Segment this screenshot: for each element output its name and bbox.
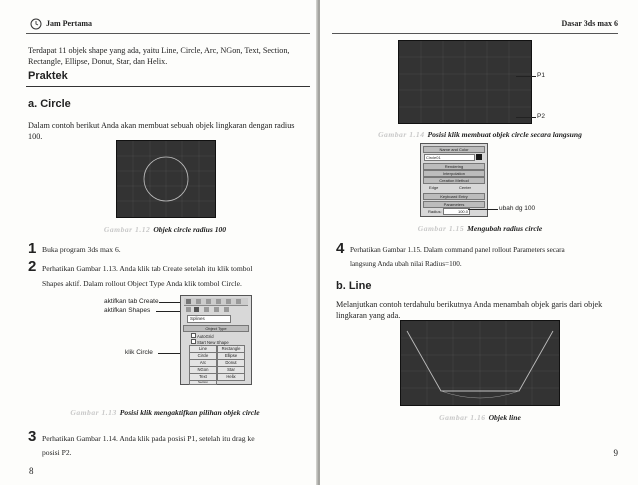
callout-label: aktifkan Shapes bbox=[104, 307, 151, 314]
figure-caption: Gambar 1.12 Objek circle radius 100 bbox=[103, 225, 227, 234]
figure-caption: Gambar 1.14 Posisi klik membuat objek circle secara langsung bbox=[378, 130, 582, 139]
command-panel bbox=[180, 295, 252, 385]
lights-icon[interactable] bbox=[204, 307, 209, 312]
color-swatch[interactable] bbox=[476, 154, 482, 160]
figure-caption: Gambar 1.16 Objek line bbox=[439, 413, 521, 422]
motion-tab-icon[interactable] bbox=[216, 299, 221, 304]
keyboard-entry-rollout[interactable]: Keyboard Entry bbox=[423, 193, 485, 200]
text-button[interactable]: Text bbox=[189, 373, 217, 381]
header-rule bbox=[26, 33, 310, 34]
step-text: Perhatikan Gambar 1.15. Dalam command panel rollout Parameters secara bbox=[350, 246, 565, 254]
create-tab-icon[interactable] bbox=[186, 299, 191, 304]
toolbar-tabs bbox=[184, 298, 248, 306]
arc-button[interactable]: Arc bbox=[189, 359, 217, 367]
page-number: 8 bbox=[29, 466, 34, 476]
callout-line bbox=[159, 302, 181, 303]
step-number: 4 bbox=[336, 240, 345, 257]
section-rule bbox=[26, 86, 310, 87]
step-text: Perhatikan Gambar 1.13. Anda klik tab Create setelah itu klik tombol bbox=[42, 264, 253, 273]
parameters-panel bbox=[420, 143, 488, 217]
radius-spinner[interactable]: 100.0 bbox=[443, 208, 470, 215]
step-text: langsung Anda ubah nilai Radius=100. bbox=[350, 260, 462, 268]
figure-caption: Gambar 1.15 Mengubah radius circle bbox=[417, 224, 543, 233]
drag-viewport bbox=[398, 40, 532, 124]
creation-method-rollout[interactable]: Creation Method bbox=[423, 177, 485, 184]
chapter-header: Dasar 3ds max 6 bbox=[561, 19, 618, 28]
cameras-icon[interactable] bbox=[214, 307, 219, 312]
shapes-icon[interactable] bbox=[194, 307, 199, 312]
helix-button[interactable]: Helix bbox=[217, 373, 245, 381]
circle-button[interactable]: Circle bbox=[189, 352, 217, 360]
center-radio[interactable]: Center bbox=[459, 185, 472, 190]
step-text: Buka program 3ds max 6. bbox=[42, 245, 121, 254]
callout-line bbox=[516, 117, 536, 118]
splines-dropdown[interactable]: Splines bbox=[187, 315, 231, 323]
figure-caption: Gambar 1.13 Posisi klik mengaktifkan pilihan objek circle bbox=[70, 408, 260, 417]
display-tab-icon[interactable] bbox=[226, 299, 231, 304]
left-page bbox=[0, 0, 318, 485]
object-type-rollout[interactable]: Object Type bbox=[183, 325, 249, 332]
parameters-rollout[interactable]: Parameters bbox=[423, 201, 485, 208]
geometry-icon[interactable] bbox=[186, 307, 191, 312]
callout-label: ubah dg 100 bbox=[499, 205, 536, 212]
step-text: posisi P2. bbox=[42, 448, 72, 457]
subsection-title: a. Circle bbox=[28, 98, 71, 110]
callout-label: klik Circle bbox=[125, 349, 153, 356]
donut-button[interactable]: Donut bbox=[217, 359, 245, 367]
utilities-tab-icon[interactable] bbox=[236, 299, 241, 304]
rendering-rollout[interactable]: Rendering bbox=[423, 163, 485, 170]
section-button[interactable]: Section bbox=[189, 380, 217, 385]
circle-viewport bbox=[116, 140, 216, 218]
callout-line bbox=[156, 311, 181, 312]
callout-line bbox=[468, 209, 498, 210]
object-name-field[interactable]: Circle01 bbox=[424, 154, 475, 161]
callout-line bbox=[516, 76, 536, 77]
star-button[interactable]: Star bbox=[217, 366, 245, 374]
rectangle-button[interactable]: Rectangle bbox=[217, 345, 245, 353]
name-color-rollout[interactable]: Name and Color bbox=[423, 146, 485, 153]
ellipse-button[interactable]: Ellipse bbox=[217, 352, 245, 360]
step-number: 2 bbox=[28, 258, 37, 275]
ngon-button[interactable]: NGon bbox=[189, 366, 217, 374]
start-new-shape-checkbox[interactable]: Start New Shape bbox=[191, 339, 229, 345]
point-label-p1: P1 bbox=[537, 72, 545, 79]
radius-label: Radius: bbox=[428, 209, 442, 214]
autogrid-checkbox[interactable]: AutoGrid bbox=[191, 333, 214, 339]
category-buttons bbox=[184, 307, 248, 313]
intro-paragraph: Terdapat 11 objek shape yang ada, yaitu Line, Circle, Arc, NGon, Text, Section, Rectangle, Ellipse, Donut, Star, dan Helix. bbox=[28, 46, 290, 66]
helpers-icon[interactable] bbox=[224, 307, 229, 312]
step-number: 3 bbox=[28, 428, 37, 445]
chapter-header: Jam Pertama bbox=[46, 19, 92, 28]
header-rule bbox=[332, 33, 618, 34]
edge-radio[interactable]: Edge bbox=[429, 185, 439, 190]
section-title: Praktek bbox=[28, 70, 68, 82]
interpolation-rollout[interactable]: Interpolation bbox=[423, 170, 485, 177]
subsection-paragraph: Melanjutkan contoh terdahulu berikutnya Anda menambah objek garis dari objek lingkaran yang ada. bbox=[336, 300, 603, 320]
step-text: Shapes aktif. Dalam rollout Object Type Anda klik tombol Circle. bbox=[42, 279, 242, 288]
right-page bbox=[320, 0, 638, 485]
line-viewport bbox=[400, 320, 560, 406]
line-button[interactable]: Line bbox=[189, 345, 217, 353]
step-text: Perhatikan Gambar 1.14. Anda klik pada posisi P1, setelah itu drag ke bbox=[42, 434, 255, 443]
point-label-p2: P2 bbox=[537, 113, 545, 120]
callout-label: aktifkan tab Create bbox=[104, 298, 159, 305]
modify-tab-icon[interactable] bbox=[196, 299, 201, 304]
step-number: 1 bbox=[28, 240, 37, 257]
page-number: 9 bbox=[613, 448, 618, 458]
subsection-title: b. Line bbox=[336, 280, 372, 292]
hierarchy-tab-icon[interactable] bbox=[206, 299, 211, 304]
subsection-paragraph: Dalam contoh berikut Anda akan membuat sebuah objek lingkaran dengan radius 100. bbox=[28, 121, 295, 141]
